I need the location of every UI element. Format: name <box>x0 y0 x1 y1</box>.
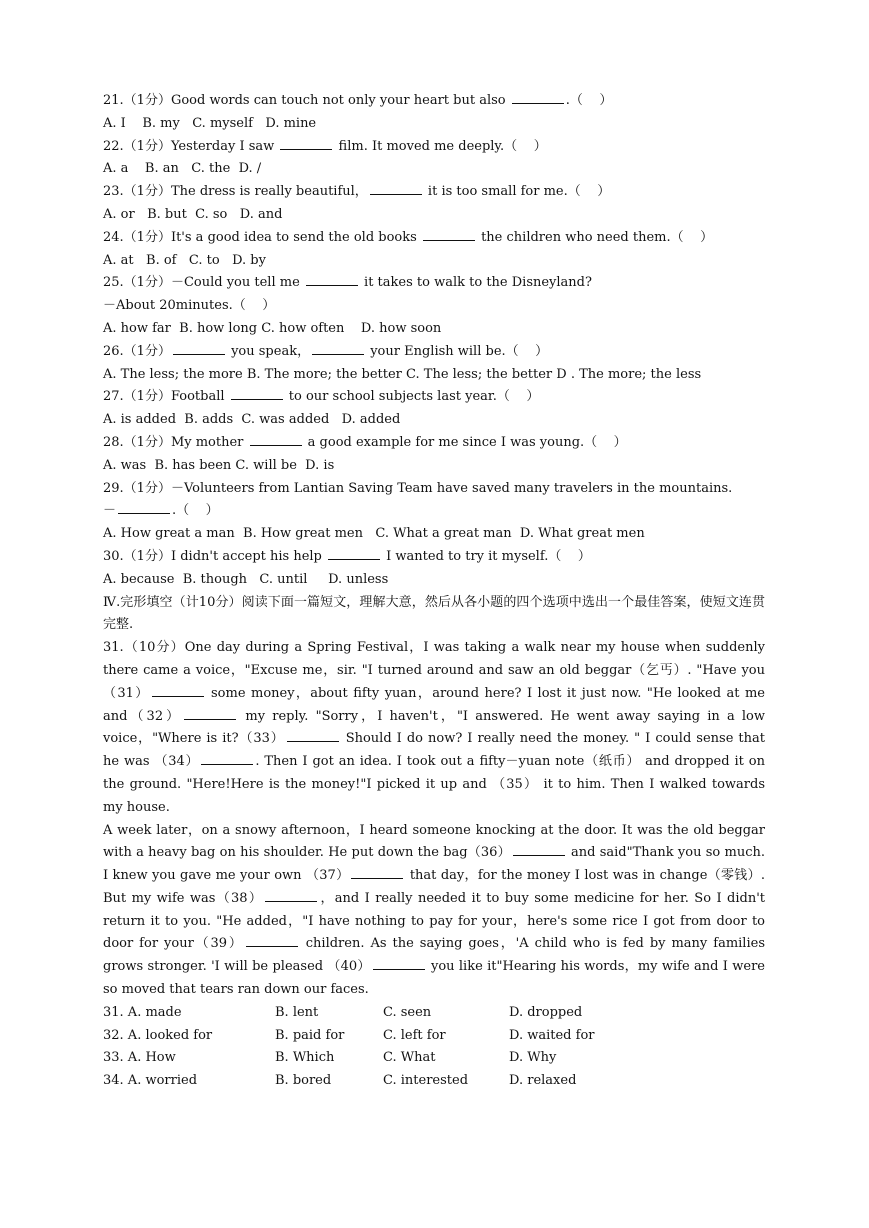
question-21 <box>103 90 765 113</box>
choice-option: D. waited for <box>509 1027 595 1043</box>
choice-option: B. lent <box>275 1004 319 1020</box>
question-24 <box>103 227 765 250</box>
answer-blank <box>351 866 403 879</box>
question-text: － <box>103 503 117 519</box>
question-29: 29.（1分）－Volunteers from Lantian Saving Team have saved many travelers in the mountains. <box>103 480 733 496</box>
options-27: A. is added B. adds C. was added D. added <box>103 412 401 428</box>
choice-option: 33. A. How <box>103 1050 176 1066</box>
options-26: A. The less; the more B. The more; the better C. The less; the better D . The more; the less <box>103 366 702 382</box>
question-28 <box>103 432 765 455</box>
choice-option: D. dropped <box>509 1004 583 1020</box>
choice-option: B. paid for <box>275 1027 345 1043</box>
choice-option: C. left for <box>383 1027 446 1043</box>
answer-blank <box>118 501 170 514</box>
question-text: .（ ） <box>172 503 219 519</box>
choice-option: 31. A. made <box>103 1004 182 1020</box>
passage-text: ，and I really needed it to buy some medicine for her. So I didn't return it to you. "He added，"I have nothing to pay for your，here's some rice I got from door to door for your（39） <box>103 890 765 952</box>
passage-text: . Then I got an idea. I took out a fifty－yuan note（纸币） and dropped it on the ground. "Here!Here is the money!"I picked it up and （35） it to him. Then I walked towards my house. <box>103 754 765 815</box>
question-26 <box>103 341 765 364</box>
answer-blank <box>370 182 422 195</box>
answer-blank <box>152 684 204 697</box>
answer-blank <box>287 729 339 742</box>
question-text: the children who need them.（ ） <box>476 229 714 245</box>
answer-blank <box>231 387 283 400</box>
answer-blank <box>373 957 425 970</box>
answer-blank <box>173 342 225 355</box>
options-29: A. How great a man B. How great men C. What a great man D. What great men <box>103 526 645 542</box>
options-28: A. was B. has been C. will be D. is <box>103 457 335 473</box>
question-text: 25.（1分）－Could you tell me <box>103 275 304 291</box>
choice-option: B. bored <box>275 1073 332 1089</box>
passage-text: Should I do now? I really need the money. " I could sense that he was （34） <box>103 731 765 770</box>
question-29-reply <box>103 500 765 523</box>
question-text: 27.（1分）Football <box>103 389 229 405</box>
question-text: 30.（1分）I didn't accept his help <box>103 548 327 564</box>
passage-paragraph-2 <box>103 820 765 1002</box>
passage-text: children. As the saying goes，'A child who is fed by many families grows stronger. 'I will be pleased （40） <box>103 936 765 975</box>
passage-text: and said"Thank you so much. I knew you gave me your own （37） <box>103 845 765 884</box>
section-heading: Ⅳ.完形填空（计10分）阅读下面一篇短文，理解大意，然后从各小题的四个选项中选出一个最佳答案，使短文连贯完整. <box>103 594 765 633</box>
passage-text: that day，for the money I lost was in change（零钱）. But my wife was（38） <box>103 868 766 906</box>
passage-text: some money，about fifty yuan，around here? I lost it just now. "He looked at me and（32） <box>103 685 765 724</box>
question-23 <box>103 181 765 204</box>
passage-text: 31.（10分）One day during a Spring Festival，I was taking a walk near my house when suddenly there came a voice，"Excuse me，sir. "I turned around and saw an old beggar（乞丐）. "Have you（31） <box>103 640 765 701</box>
answer-blank <box>312 342 364 355</box>
answer-blank <box>246 934 298 947</box>
passage-paragraph-1 <box>103 637 765 819</box>
question-text: it is too small for me.（ ） <box>423 184 611 200</box>
question-text: .（ ） <box>565 93 613 108</box>
options-23: A. or B. but C. so D. and <box>103 206 283 222</box>
options-25: A. how far B. how long C. how often D. how soon <box>103 320 442 336</box>
answer-blank <box>280 137 332 150</box>
choice-option: D. Why <box>509 1050 557 1066</box>
question-text: a good example for me since I was young.（ ） <box>303 434 627 450</box>
choice-option: 34. A. worried <box>103 1073 198 1089</box>
question-25-reply: －About 20minutes.（ ） <box>103 298 276 314</box>
exam-page <box>103 90 765 1093</box>
choice-option: C. interested <box>383 1073 469 1089</box>
options-22: A. a B. an C. the D. / <box>103 161 262 177</box>
question-text: 24.（1分）It's a good idea to send the old books <box>103 229 421 245</box>
passage-text: my reply. "Sorry，I haven't，"I answered. He went away saying in a low voice，"Where is it?（33） <box>103 708 765 747</box>
question-text: film. It moved me deeply.（ ） <box>334 138 547 154</box>
answer-blank <box>250 433 302 446</box>
choice-row-32 <box>103 1025 765 1048</box>
question-text: 21.（1分）Good words can touch not only your heart but also <box>103 93 510 108</box>
choice-option: 32. A. looked for <box>103 1027 213 1043</box>
question-text: I wanted to try it myself.（ ） <box>382 548 591 564</box>
question-text: you speak， <box>226 343 311 359</box>
answer-blank <box>201 752 253 765</box>
choice-row-31 <box>103 1002 765 1025</box>
question-text: your English will be.（ ） <box>366 343 549 359</box>
choice-option: C. seen <box>383 1004 432 1020</box>
question-text: 23.（1分）The dress is really beautiful， <box>103 184 368 200</box>
question-text: 22.（1分）Yesterday I saw <box>103 138 279 154</box>
answer-blank <box>513 843 565 856</box>
question-25 <box>103 272 765 295</box>
passage-text: A week later，on a snowy afternoon，I heard someone knocking at the door. It was the old beggar with a heavy bag on his shoulder. He put down the bag（36） <box>103 822 765 861</box>
answer-blank <box>184 707 236 720</box>
choice-option: D. relaxed <box>509 1073 577 1089</box>
question-27 <box>103 386 765 409</box>
choice-option: B. Which <box>275 1050 335 1066</box>
choice-row-33 <box>103 1047 765 1070</box>
answer-blank <box>265 889 317 902</box>
choice-option: C. What <box>383 1050 436 1066</box>
answer-blank <box>512 91 564 104</box>
answer-blank <box>423 228 475 241</box>
choice-row-34 <box>103 1070 765 1093</box>
options-24: A. at B. of C. to D. by <box>103 252 266 268</box>
answer-blank <box>328 547 380 560</box>
question-30 <box>103 546 765 569</box>
options-30: A. because B. though C. until D. unless <box>103 571 389 587</box>
question-22 <box>103 136 765 159</box>
question-text: 26.（1分） <box>103 343 171 359</box>
question-text: to our school subjects last year.（ ） <box>284 389 540 405</box>
question-text: 28.（1分）My mother <box>103 434 248 450</box>
answer-blank <box>306 273 358 286</box>
options-21: A. I B. my C. myself D. mine <box>103 115 317 131</box>
passage-text: you like it"Hearing his words，my wife and I were so moved that tears ran down our faces. <box>103 959 765 998</box>
question-text: it takes to walk to the Disneyland? <box>359 275 592 291</box>
